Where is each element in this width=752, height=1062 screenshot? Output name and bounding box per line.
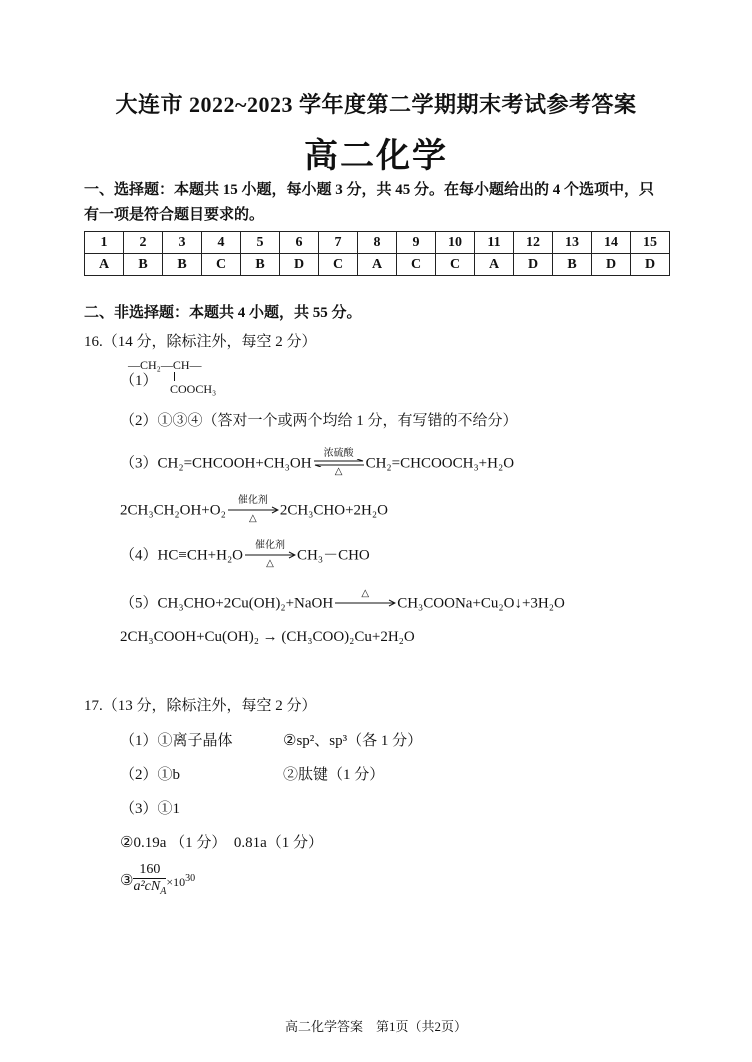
condition-label: 浓硫酸 xyxy=(323,448,354,459)
answer-cell: C xyxy=(397,254,436,276)
answer-cell: B xyxy=(163,254,202,276)
q17-p1-a: （1）①离子晶体 xyxy=(120,733,233,749)
heat-label: △ xyxy=(248,513,257,524)
q16-p1-structure-branch: COOCH₃ xyxy=(170,382,217,396)
question-number-cell: 15 xyxy=(631,232,670,254)
arrow-icon xyxy=(244,542,296,570)
question-number-cell: 1 xyxy=(85,232,124,254)
answer-cell: B xyxy=(124,254,163,276)
question-number-cell: 7 xyxy=(319,232,358,254)
density-fraction xyxy=(133,862,166,900)
question-number-cell: 11 xyxy=(475,232,514,254)
question-number-cell: 10 xyxy=(436,232,475,254)
answer-cell: B xyxy=(553,254,592,276)
answer-cell: D xyxy=(592,254,631,276)
q16-p5-eq2: 2CH₃COOH+Cu(OH)₂ → (CH₃COO)₂Cu+2H₂O xyxy=(120,629,415,645)
q17-p2-a: （2）①b xyxy=(120,767,181,783)
q16-p3-eq1 xyxy=(120,450,514,478)
arrow-icon xyxy=(334,590,396,618)
heat-label: △ xyxy=(334,466,343,477)
answer-cell: D xyxy=(631,254,670,276)
question-number-cell: 13 xyxy=(553,232,592,254)
answer-cell: D xyxy=(280,254,319,276)
q16-p4-right: CH₃－CHO xyxy=(297,547,370,564)
q16-p3-eq1-right: CH₂=CHCOOCH₃+H₂O xyxy=(365,455,515,472)
question-number-cell: 3 xyxy=(163,232,202,254)
q16-p1-label: （1） xyxy=(120,373,158,389)
fraction-denominator xyxy=(133,879,166,900)
subject-title: 高二化学 xyxy=(304,138,448,175)
multiplier-text: ×10 xyxy=(166,875,186,890)
q16-p3-eq2 xyxy=(120,497,388,525)
q17-header: 17.（13 分，除标注外，每空 2 分） xyxy=(84,698,317,714)
part2-heading: 二、非选择题：本题共 4 小题，共 55 分。 xyxy=(84,305,362,321)
answer-cell: A xyxy=(475,254,514,276)
q17-p3c-label: ③ xyxy=(120,872,134,889)
heat-label: △ xyxy=(266,558,274,569)
q16-p4 xyxy=(120,542,370,570)
q16-header: 16.（14 分，除标注外，每空 2 分） xyxy=(84,334,317,350)
condition-label: 催化剂 xyxy=(237,495,268,506)
multiplier xyxy=(166,875,195,889)
question-number-cell: 6 xyxy=(280,232,319,254)
answer-table-answer-row xyxy=(85,254,670,276)
q17-p1-b: ②sp²、sp³（各 1 分） xyxy=(283,733,423,749)
question-number-cell: 5 xyxy=(241,232,280,254)
q17-p3-c xyxy=(120,862,195,900)
q16-p4-left: HC≡CH+H₂O xyxy=(157,547,244,564)
question-number-cell: 9 xyxy=(397,232,436,254)
arrow-icon xyxy=(227,497,279,525)
answer-cell: A xyxy=(358,254,397,276)
exponent: 30 xyxy=(185,873,196,885)
q16-p3-eq2-left: 2CH₃CH₂OH+O₂ xyxy=(120,502,226,519)
q16-p5-eq1-left: CH₃CHO+2Cu(OH)₂+NaOH xyxy=(157,595,334,612)
q17-p3-a: （3）①1 xyxy=(120,801,181,817)
denominator-text: a²cN xyxy=(133,879,161,894)
fraction-numerator: 160 xyxy=(133,862,166,879)
q16-p5-eq1-right: CH₃COONa+Cu₂O↓+3H₂O xyxy=(397,595,565,612)
exam-title: 大连市 2022~2023 学年度第二学期期末考试参考答案 xyxy=(115,92,637,117)
answer-table xyxy=(84,231,670,276)
part1-instructions-line2: 有一项是符合题目要求的。 xyxy=(84,207,265,223)
answer-table-number-row xyxy=(85,232,670,254)
q16-p3-eq2-right: 2CH₃CHO+2H₂O xyxy=(279,502,388,519)
question-number-cell: 8 xyxy=(358,232,397,254)
q16-p5-eq1 xyxy=(120,590,565,618)
condition-label: 催化剂 xyxy=(255,540,286,551)
question-number-cell: 2 xyxy=(124,232,163,254)
q16-p2: （2）①③④（答对一个或两个均给 1 分，有写错的不给分） xyxy=(120,413,518,429)
question-number-cell: 14 xyxy=(592,232,631,254)
answer-cell: C xyxy=(319,254,358,276)
question-number-cell: 4 xyxy=(202,232,241,254)
part1-instructions-line1: 一、选择题：本题共 15 小题，每小题 3 分，共 45 分。在每小题给出的 4 个选项中，只 xyxy=(84,182,655,198)
q16-p3-eq1-left: CH₂=CHCOOH+CH₃OH xyxy=(157,455,312,472)
answer-cell: C xyxy=(202,254,241,276)
q16-p4-label: （4） xyxy=(120,547,158,564)
answer-cell: A xyxy=(85,254,124,276)
page-footer: 高二化学答案 第1页（共2页） xyxy=(284,1019,467,1034)
answer-cell: C xyxy=(436,254,475,276)
q17-p3-b: ②0.19a （1 分） 0.81a（1 分） xyxy=(120,835,324,851)
answer-cell: D xyxy=(514,254,553,276)
q16-p1-structure-bond xyxy=(174,372,175,381)
q16-p5-label: （5） xyxy=(120,595,158,612)
heat-label: △ xyxy=(361,588,370,599)
q16-p1-structure-main: —CH₂—CH— xyxy=(128,358,202,372)
q16-p3-label: （3） xyxy=(120,455,158,472)
question-number-cell: 12 xyxy=(514,232,553,254)
reversible-arrow-icon xyxy=(313,450,365,478)
q17-p2-b: ②肽键（1 分） xyxy=(283,767,385,783)
denominator-subscript: A xyxy=(160,885,167,897)
answer-cell: B xyxy=(241,254,280,276)
